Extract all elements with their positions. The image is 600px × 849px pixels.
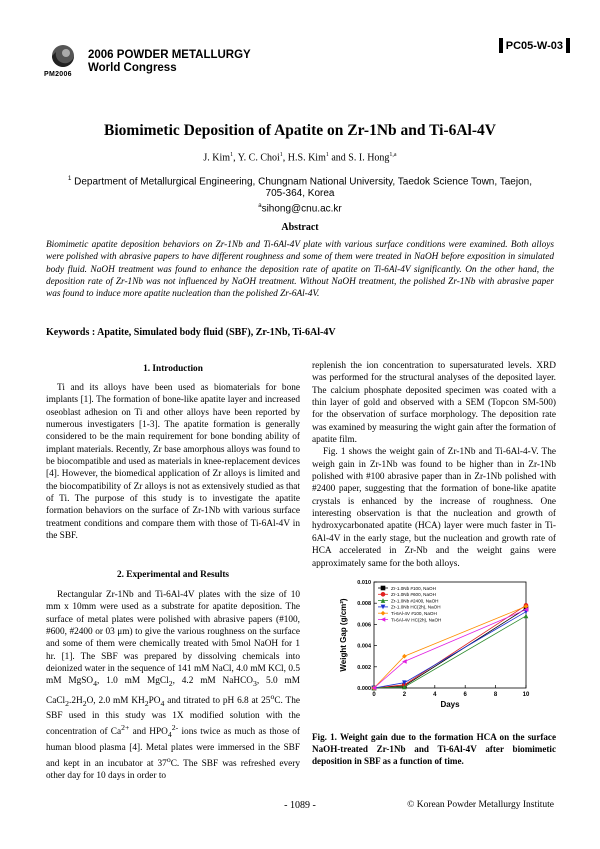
author-name: J. Kim bbox=[203, 152, 231, 164]
weight-gain-chart bbox=[312, 576, 556, 728]
legend-label: Ti-6Al-4V #100, NaOH bbox=[391, 611, 437, 616]
legend-entry bbox=[378, 592, 436, 597]
y-tick-label: 0.004 bbox=[357, 643, 371, 650]
author-mark: 1 bbox=[325, 152, 329, 158]
data-series bbox=[372, 603, 529, 690]
x-tick-label: 0 bbox=[372, 692, 376, 698]
paragraph: Fig. 1 shows the weight gain of Zr-1Nb and Ti-6Al-4-V. The weigh gain in Zr-1Nb was found to be higher than in Zr-1Nb polished with #100 abrasive paper than in Zr-1Nb polished with #2400 paper, suggesting that the formation of bone-like apatite crystals is enhanced by the increase of roughness. One interesting observation is that the nucleation and growth of hydroxycarbonated apatite (HCA) layer were much faster in Ti-6Al-4V in the early stage, but the nucleation and growth rate of HCA accelerated in Zr-Nb and the weight gains were approximately same for the both alloys. bbox=[312, 447, 556, 569]
author-name: S. I. Hong bbox=[348, 152, 390, 164]
legend-label: Zr-1.0Nb #2400, NaOH bbox=[391, 598, 439, 604]
paper-code-text: PC05-W-03 bbox=[505, 39, 563, 52]
data-point bbox=[381, 617, 386, 622]
x-tick-label: 6 bbox=[463, 692, 467, 698]
x-tick-label: 4 bbox=[433, 692, 437, 698]
paragraph: Ti and its alloys have been used as biomaterials for bone implants [1]. The formation of bone-like apatite layer and increased oseoblast adhesion on Ti and other alloys have been reported by numerous investigaters [1-3]. The apatite formation is generally considered to be the main requirement for bone bonding ability of implant materials. Recently, Zr base amorphous alloys was found to be biocompatible and used as materials in knee-replacement devices [4]. However, the biomedical application of Zr alloys is limited and the biocompatibility of Zr alloys is not as extensively studied as that of Ti. The purpose of this study is to investigate the apatite formation behaviors on the surface of Zr-1Nb with various surface treatment conditions and compare them with those of Ti-6Al-4V in the SBF. bbox=[46, 383, 301, 542]
abstract-text: Biomimetic apatite deposition behaviors on Zr-1Nb and Ti-6Al-4V plate with various surface conditions were examined. Both alloys were polished with abrasive papers to have different roughness and some of them were treated in NaOH before exposition in simulated body fluid. NaOH treatment was found to enhance the deposition rate of apatite on Ti-6Al-4V significantly. On the other hand, the deposition rate of Zr-1Nb was not influenced by NaOH treatment. Without NaOH treatment, the polished Zr-1Nb with abrasive paper was found to induce more apatite nucleation than the polished Zr-6Al-4V. bbox=[46, 240, 554, 300]
x-tick-label: 8 bbox=[493, 692, 498, 698]
conference-line2: World Congress bbox=[88, 62, 177, 74]
author-name: H.S. Kim bbox=[287, 152, 326, 164]
x-tick-label: 2 bbox=[402, 692, 407, 698]
affiliation bbox=[60, 173, 540, 216]
legend-label: Zr-1.0Nb #600, NaOH bbox=[391, 592, 436, 598]
x-axis-label: Days bbox=[440, 700, 460, 709]
conference-name bbox=[88, 49, 251, 75]
logo-text: PM2006 bbox=[44, 71, 72, 78]
legend-entry bbox=[378, 605, 441, 610]
paper-title: Biomimetic Deposition of Apatite on Zr-1Nb and Ti-6Al-4V bbox=[104, 122, 496, 139]
data-point bbox=[381, 592, 386, 597]
data-series bbox=[372, 614, 529, 691]
section-heading-introduction: 1. Introduction bbox=[143, 364, 203, 374]
code-bar-right bbox=[566, 38, 570, 53]
section-heading-experimental: 2. Experimental and Results bbox=[116, 570, 230, 580]
keywords: Keywords : Apatite, Simulated body fluid (SBF), Zr-1Nb, Ti-6Al-4V bbox=[46, 327, 336, 338]
results-text bbox=[312, 360, 556, 570]
abstract-heading: Abstract bbox=[281, 222, 319, 233]
data-point bbox=[381, 586, 386, 591]
affiliation-mark: 1 bbox=[68, 176, 72, 182]
data-point bbox=[381, 611, 386, 616]
author-name: Y. C. Choi bbox=[237, 152, 280, 164]
y-axis-label: Weight Gap (g/cm²) bbox=[339, 598, 348, 672]
author-mark: 1 bbox=[230, 152, 234, 158]
y-tick-label: 0.006 bbox=[357, 622, 371, 629]
legend-entry bbox=[378, 617, 441, 622]
page-number: - 1089 - bbox=[284, 800, 316, 811]
y-tick-label: 0.002 bbox=[357, 664, 371, 671]
data-point bbox=[524, 614, 529, 619]
y-tick-label: 0.008 bbox=[357, 601, 371, 608]
paragraph: replenish the ion concentration to supersaturated levels. XRD was performed for the structural analyses of the deposited layer. The calcium phosphate deposited specimen was coated with a thin layer of gold and observed with a SEM (Topcon SM-500) for the observation of surface morphology. The deposition rate was examined by measuring the wight gain after the formation of apatite film. bbox=[312, 361, 556, 446]
x-tick-label: 10 bbox=[522, 692, 530, 698]
author-separator: and bbox=[328, 152, 349, 164]
chart-legend bbox=[378, 586, 441, 623]
legend-entry bbox=[378, 586, 436, 591]
email-mark: a bbox=[258, 203, 262, 210]
introduction-text bbox=[46, 382, 300, 542]
author-list bbox=[0, 152, 600, 163]
code-bar-left bbox=[499, 38, 503, 53]
legend-entry bbox=[378, 598, 439, 603]
y-tick-label: 0.000 bbox=[357, 686, 371, 692]
affiliation-text: Department of Metallurgical Engineering, Chungnam National University, Taedok Science Town, Taejon, 705-364, Korea bbox=[74, 176, 532, 200]
legend-label: Zr-1.0Nb #100, NaOH bbox=[391, 585, 436, 591]
chart-series-group bbox=[372, 603, 529, 690]
author-separator: , bbox=[233, 152, 238, 164]
experimental-text bbox=[46, 589, 300, 783]
paragraph: Rectangular Zr-1Nb and Ti-6Al-4V plates with the size of 10 mm x 10mm were used as a substrate for apatite deposition. The surface of metal plates were polished with abrasive papers (#100, #600, #2400 or 03 μm) to give the various roughness on the surface and some of them were chemically treated with 5mol NaOH for 1 hr. [1]. The SBF was prepared by dissolving chemicals into deionized water in the sequence of 141 mM NaCl, 4.0 mM KCl, 0.5 mM MgSO$_4$, 1.0 mM MgCl$_2$, 4.2 mM NaHCO$_3$, 5.0 mM $CaCl_2.2H_2O$, 2.0 mM $KH_2PO_4$ and titrated to pH 6.8 at 25$^o$C. The SBF used in this study was 1X modified solution with the concentration of $Ca^{2+}$ and $HPO_4^{2-}$ ions twice as much as those of human blood plasma [4]. Metal plates were immersed in the SBF and kept in an incubator at 37$^o$C. The SBF was refreshed every other day for 10 days in order to bbox=[46, 590, 301, 782]
copyright: © Korean Powder Metallurgy Institute bbox=[407, 800, 554, 810]
conference-line1: 2006 POWDER METALLURGY bbox=[88, 49, 251, 61]
author-mark: 1 bbox=[279, 152, 283, 158]
y-tick-label: 0.010 bbox=[357, 580, 371, 586]
legend-label: Ti-6Al-4V HC(2h), NaOH bbox=[391, 617, 442, 623]
series-line bbox=[374, 616, 526, 688]
author-mark: 1,a bbox=[389, 152, 397, 158]
author-separator: , bbox=[282, 152, 288, 164]
email-link[interactable]: sihong@cnu.ac.kr bbox=[261, 203, 342, 215]
paper-code bbox=[499, 38, 570, 53]
legend-label: Zr-1.0Nb HC(2h), NaOH bbox=[391, 604, 441, 610]
legend-entry bbox=[378, 611, 437, 616]
figure-caption: Fig. 1. Weight gain due to the formation HCA on the surface NaOH-treated Zr-1Nb and Ti-6Al-4V after biomimetic deposition in SBF as a function of time. bbox=[312, 732, 556, 766]
